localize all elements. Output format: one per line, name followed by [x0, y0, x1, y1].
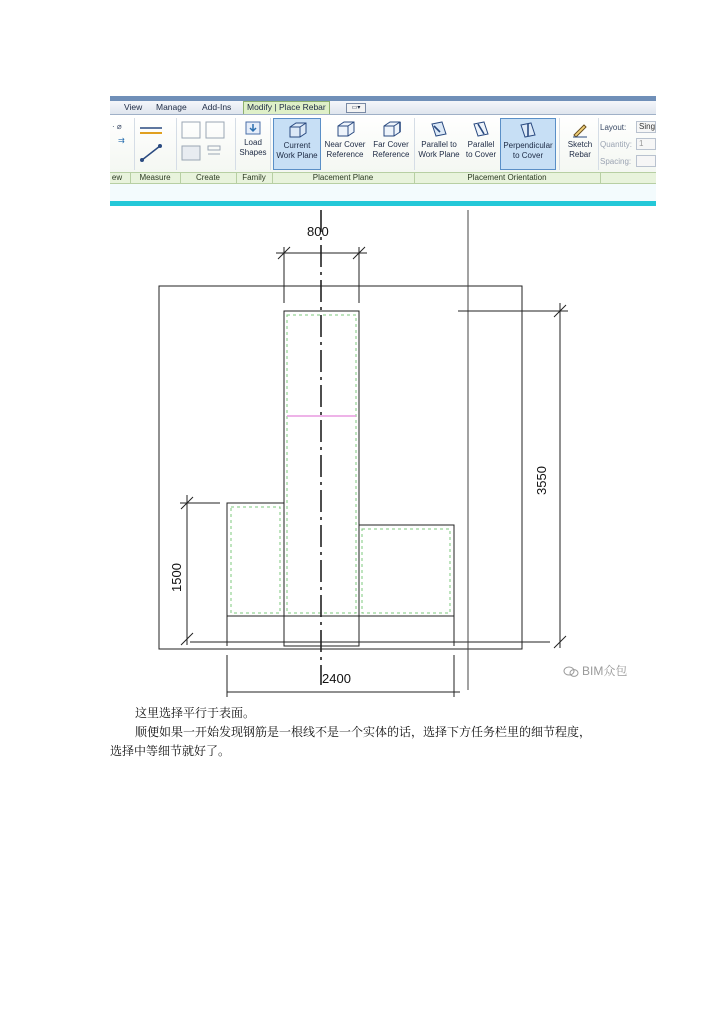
near-cover-cube-icon	[334, 120, 356, 138]
parallel-work-plane-label-1: Parallel to	[421, 140, 457, 149]
parallel-cover-icon	[470, 120, 492, 138]
panel-divider	[270, 118, 271, 170]
dim-right-text: 3550	[534, 466, 549, 495]
parallel-to-work-plane-button[interactable]	[416, 118, 462, 170]
rebar-section-drawing	[150, 205, 570, 700]
near-cover-label-2: Reference	[326, 150, 364, 159]
dim-left-text: 1500	[169, 563, 184, 592]
measure-tools-icon[interactable]	[138, 122, 168, 166]
partial-icon[interactable]: · ⌀	[112, 122, 122, 131]
far-cover-reference-button[interactable]	[369, 118, 413, 170]
tab-add-ins[interactable]: Add-Ins	[202, 102, 232, 112]
ribbon-tab-bar	[110, 101, 656, 115]
left-rebar-cage	[231, 507, 280, 613]
dim-bottom-text: 2400	[322, 671, 351, 686]
panel-divider	[134, 118, 135, 170]
tab-modify-place-rebar[interactable]: Modify | Place Rebar	[243, 101, 330, 114]
perpendicular-cover-icon	[517, 121, 539, 139]
paragraph-1: 这里选择平行于表面。	[135, 706, 256, 720]
paragraph-2: 顺便如果一开始发现钢筋是一根线不是一个实体的话，选择下方任务栏里的细节程度，	[135, 725, 592, 739]
panel-label-placement-plane: Placement Plane	[312, 173, 374, 182]
panel-divider	[598, 118, 599, 170]
panel-divider	[559, 118, 560, 170]
panel-label-placement-orientation: Placement Orientation	[467, 173, 547, 182]
perpendicular-to-cover-button[interactable]	[500, 118, 556, 170]
wechat-icon	[563, 666, 579, 678]
current-work-plane-button[interactable]	[273, 118, 321, 170]
watermark-text: BIM众包	[582, 664, 628, 678]
cube-plane-icon	[286, 121, 308, 139]
parallel-work-plane-label-2: Work Plane	[418, 150, 460, 159]
panel-label-divider	[130, 173, 131, 183]
panel-label-measure: Measure	[139, 173, 171, 182]
panel-label-view: ew	[111, 173, 123, 182]
far-cover-label-2: Reference	[372, 150, 410, 159]
panel-divider	[235, 118, 236, 170]
parallel-work-plane-icon	[428, 120, 450, 138]
dim-top-text: 800	[307, 224, 329, 239]
right-rebar-cage	[362, 529, 450, 613]
perpendicular-cover-label-2: to Cover	[512, 151, 544, 160]
panel-label-family: Family	[242, 173, 266, 182]
paragraph-3: 选择中等细节就好了。	[110, 744, 231, 758]
tab-view[interactable]: View	[124, 102, 143, 112]
near-cover-label-1: Near Cover	[324, 140, 366, 149]
sketch-rebar-label-1: Sketch	[567, 140, 593, 149]
left-block-outline	[227, 503, 284, 616]
revit-ribbon	[110, 96, 656, 210]
layout-label: Layout:	[600, 123, 627, 132]
load-shapes-label-2: Shapes	[239, 148, 267, 157]
parallel-to-cover-button[interactable]	[463, 118, 499, 170]
ribbon-panel-labels	[110, 172, 656, 184]
far-cover-cube-icon	[380, 120, 402, 138]
panel-divider	[176, 118, 177, 170]
load-shapes-button[interactable]	[238, 118, 268, 170]
load-shapes-icon	[244, 120, 262, 136]
panel-label-create: Create	[195, 173, 220, 182]
perpendicular-cover-label-1: Perpendicular	[503, 141, 553, 150]
tab-dropdown-icon[interactable]: ▭▾	[346, 103, 366, 113]
far-cover-label-1: Far Cover	[373, 140, 409, 149]
quantity-label: Quantity:	[600, 140, 633, 149]
panel-divider	[414, 118, 415, 170]
panel-label-divider	[600, 173, 601, 183]
parallel-cover-label-1: Parallel	[467, 140, 495, 149]
parallel-cover-label-2: to Cover	[465, 150, 497, 159]
create-tools-icon[interactable]	[180, 120, 236, 170]
current-work-plane-label-1: Current	[283, 141, 311, 150]
dimension-right	[458, 303, 568, 648]
spacing-input[interactable]	[636, 155, 656, 167]
options-bar	[110, 184, 656, 201]
quantity-input[interactable]: 1	[636, 138, 656, 150]
align-icon[interactable]: ⇉	[118, 136, 125, 145]
load-shapes-label-1: Load	[244, 138, 262, 147]
watermark	[563, 662, 627, 679]
spacing-label: Spacing:	[600, 157, 632, 166]
tab-manage[interactable]: Manage	[156, 102, 187, 112]
layout-select[interactable]: Sing	[636, 121, 656, 133]
dimension-left	[180, 495, 220, 645]
near-cover-reference-button[interactable]	[322, 118, 368, 170]
sketch-rebar-button[interactable]	[562, 118, 598, 170]
right-block-outline	[359, 525, 454, 616]
sketch-rebar-label-2: Rebar	[569, 150, 591, 159]
pencil-icon	[571, 120, 589, 138]
current-work-plane-label-2: Work Plane	[276, 151, 318, 160]
